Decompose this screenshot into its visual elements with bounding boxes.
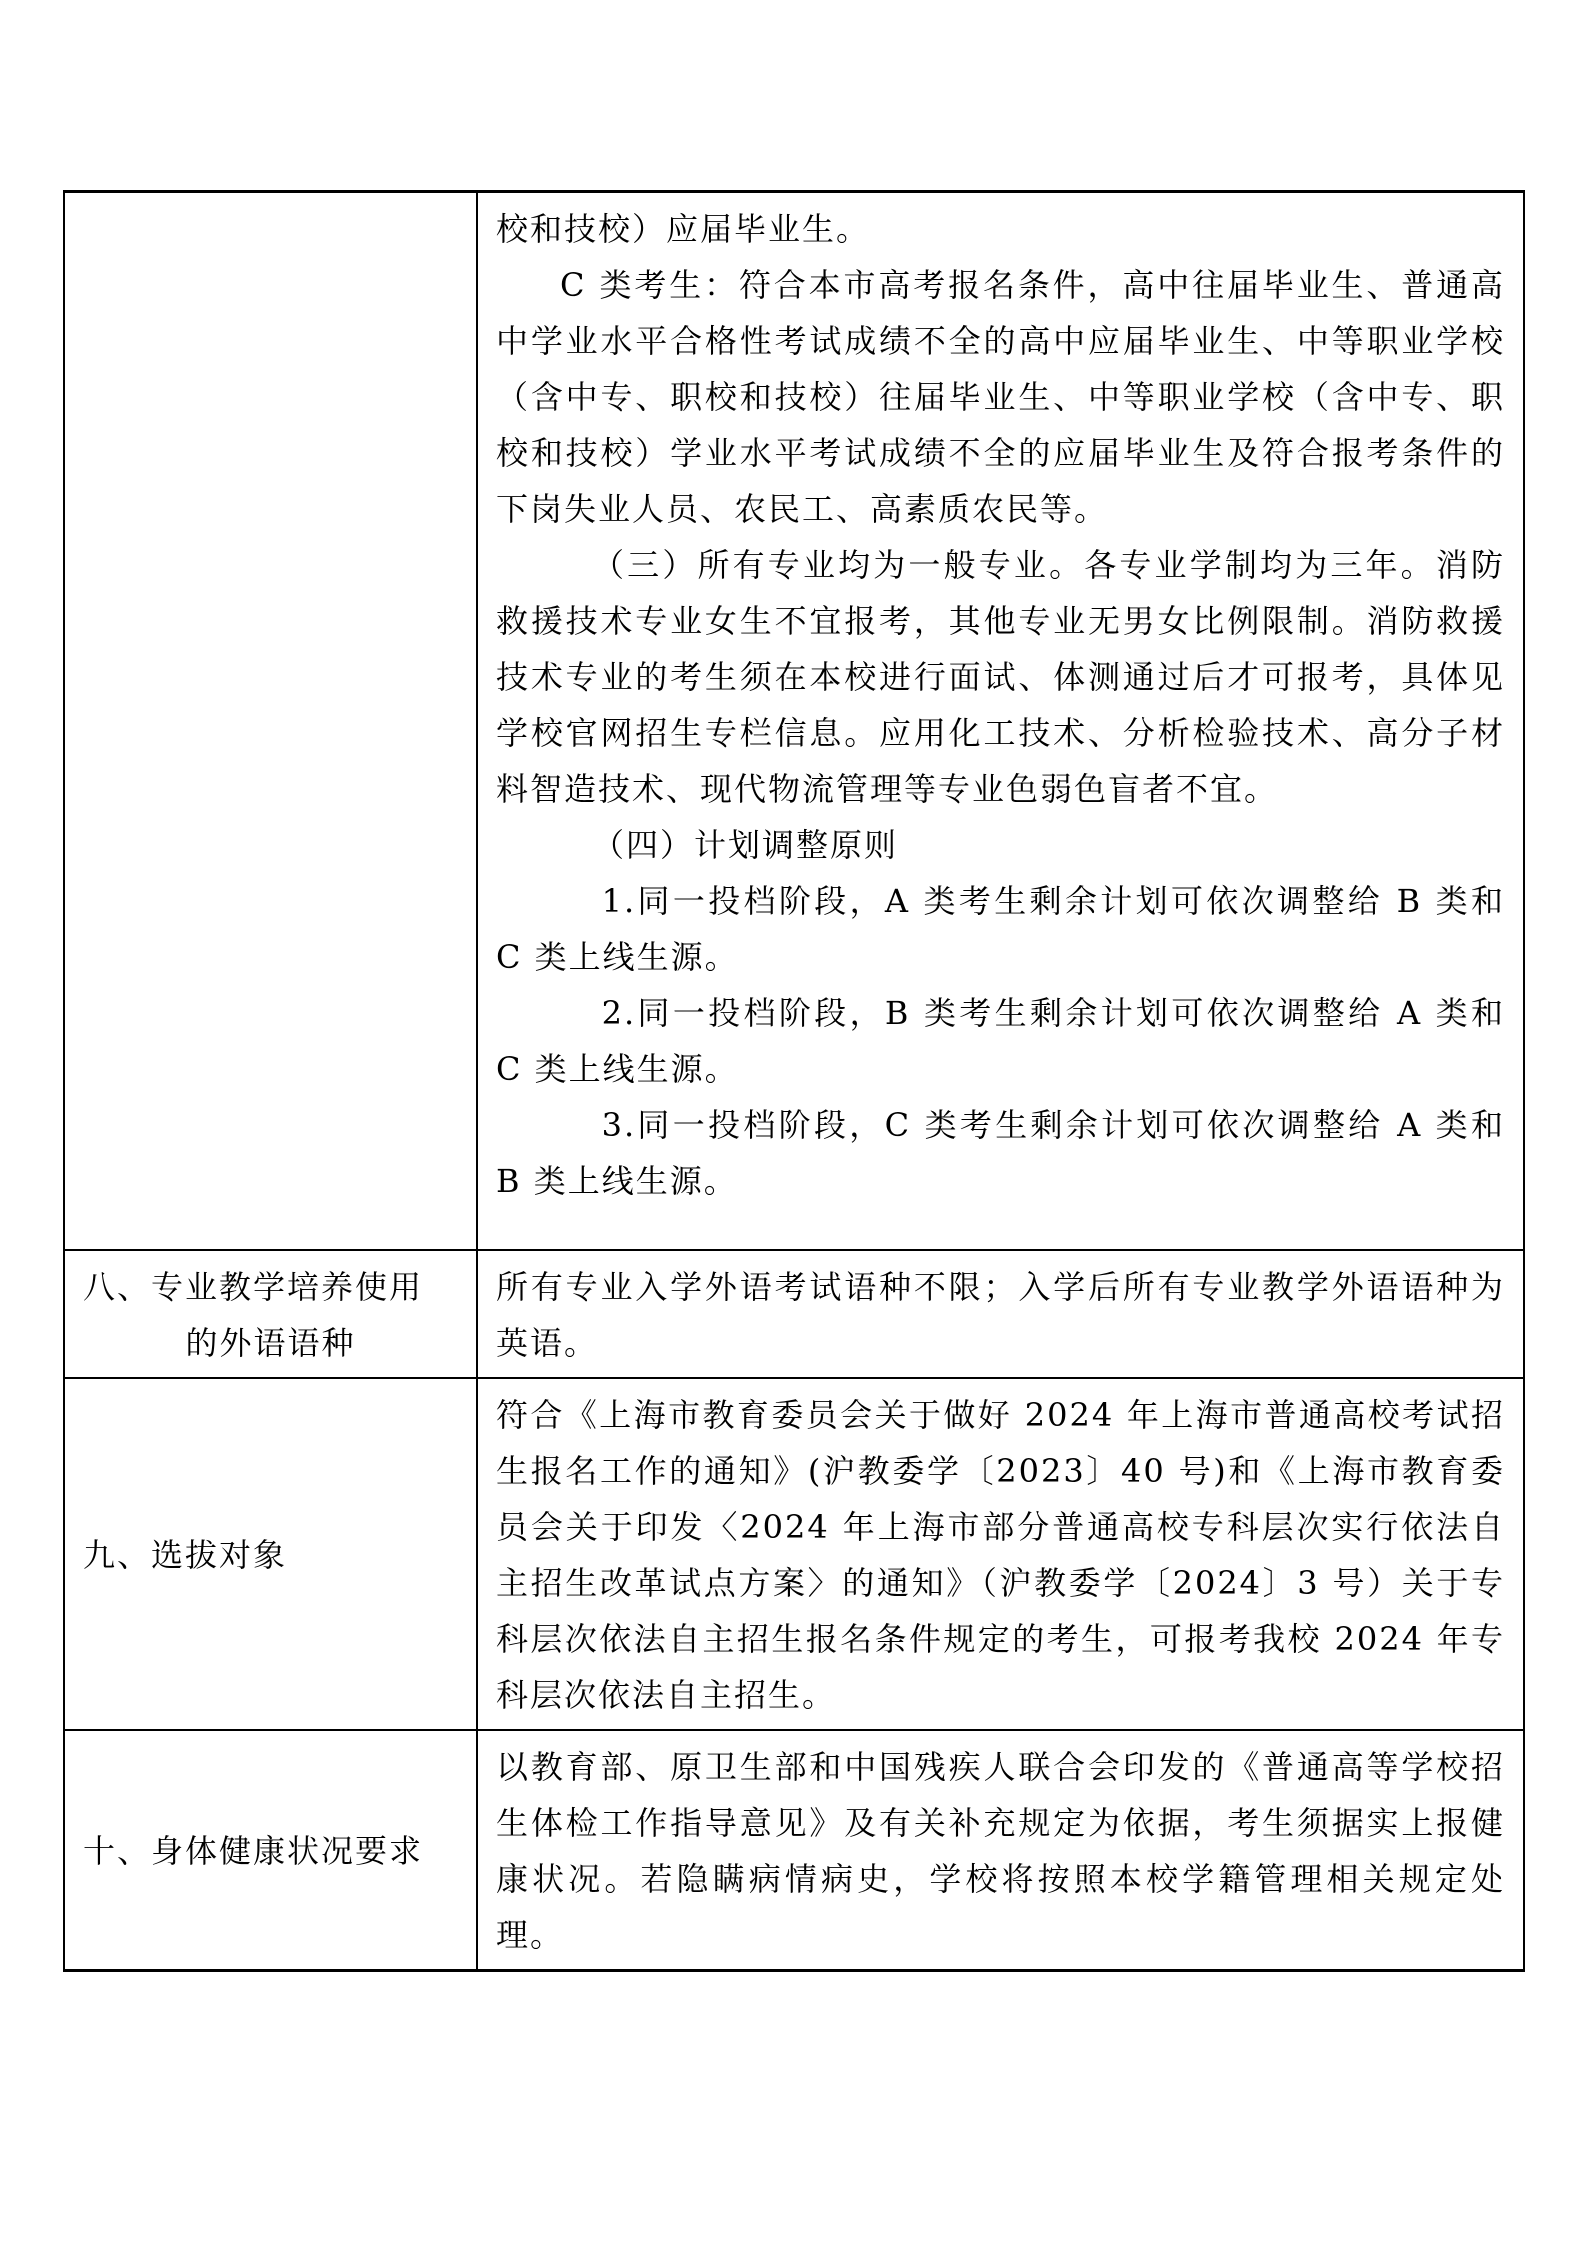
paragraph: 以教育部、原卫生部和中国残疾人联合会印发的《普通高等学校招生体检工作指导意见》及有关补充规定为依据，考生须据实上报健康状况。若隐瞒病情病史，学校将按照本校学籍管理相关规定处理。 bbox=[496, 1748, 1505, 1954]
row-label-foreign-language bbox=[64, 1250, 477, 1378]
table-row bbox=[64, 1378, 1524, 1730]
row-label-health-requirements: 十、身体健康状况要求 bbox=[64, 1730, 477, 1971]
paragraph: 校和技校）应届毕业生。 bbox=[496, 210, 871, 248]
table-row bbox=[64, 1250, 1524, 1378]
row-label-selection-target: 九、选拔对象 bbox=[64, 1378, 477, 1730]
row-content-selection-target bbox=[477, 1378, 1524, 1730]
table-row bbox=[64, 192, 1524, 1251]
label-line: 八、专业教学培养使用 bbox=[83, 1268, 424, 1306]
paragraph: 符合《上海市教育委员会关于做好 2024 年上海市普通高校考试招生报名工作的通知》(沪教委学〔2023〕40 号)和《上海市教育委员会关于印发〈2024 年上海市部分普通高校专科层次实行依法自主招生改革试点方案〉的通知》（沪教委学〔2024〕3 号）关于专科层次依法自主招生报名条件规定的考生，可报考我校 2024 年专科层次依法自主招生。 bbox=[496, 1396, 1505, 1714]
row-content-foreign-language bbox=[477, 1250, 1524, 1378]
paragraph: 3.同一投档阶段，C 类考生剩余计划可依次调整给 A 类和 B 类上线生源。 bbox=[496, 1106, 1505, 1200]
paragraph: 1.同一投档阶段，A 类考生剩余计划可依次调整给 B 类和 C 类上线生源。 bbox=[496, 882, 1505, 976]
row-content-health-requirements bbox=[477, 1730, 1524, 1971]
row-label-empty bbox=[64, 192, 477, 1251]
label-line: 的外语语种 bbox=[185, 1324, 356, 1362]
paragraph: （三）所有专业均为一般专业。各专业学制均为三年。消防救援技术专业女生不宜报考，其他专业无男女比例限制。消防救援技术专业的考生须在本校进行面试、体测通过后才可报考，具体见学校官网招生专栏信息。应用化工技术、分析检验技术、高分子材料智造技术、现代物流管理等专业色弱色盲者不宜。 bbox=[496, 546, 1505, 808]
paragraph: （四）计划调整原则 bbox=[592, 826, 899, 864]
paragraph: C 类考生：符合本市高考报名条件，高中往届毕业生、普通高中学业水平合格性考试成绩不全的高中应届毕业生、中等职业学校（含中专、职校和技校）往届毕业生、中等职业学校（含中专、职校和技校）学业水平考试成绩不全的应届毕业生及符合报考条件的下岗失业人员、农民工、高素质农民等。 bbox=[496, 266, 1505, 528]
table-row bbox=[64, 1730, 1524, 1971]
row-content-enrollment-rules bbox=[477, 192, 1524, 1251]
paragraph: 2.同一投档阶段，B 类考生剩余计划可依次调整给 A 类和 C 类上线生源。 bbox=[496, 994, 1505, 1088]
admissions-table bbox=[63, 190, 1525, 1972]
paragraph: 所有专业入学外语考试语种不限；入学后所有专业教学外语语种为英语。 bbox=[496, 1268, 1505, 1362]
